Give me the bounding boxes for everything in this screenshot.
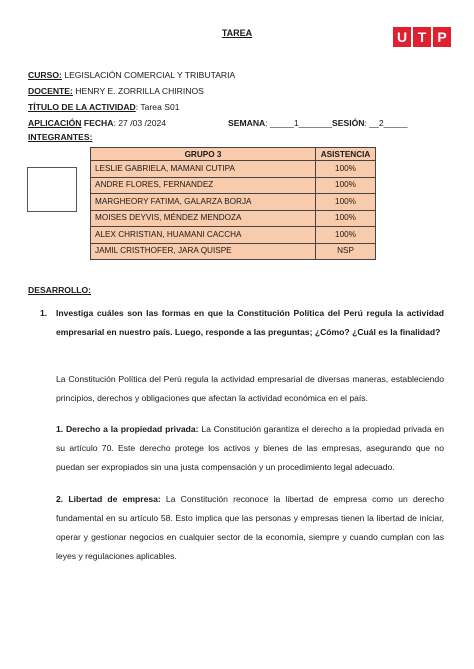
- logo-letter-u: U: [393, 27, 411, 47]
- fecha-label: FECHA: [81, 118, 114, 128]
- table-row: [91, 227, 376, 244]
- fecha-line: [28, 118, 166, 128]
- integrantes-label: INTEGRANTES:: [28, 132, 93, 142]
- table-row: [91, 161, 376, 178]
- member-name: LESLIE GABRIELA, MAMANI CUTIPA: [91, 161, 316, 178]
- member-attendance: NSP: [316, 243, 376, 260]
- point-1-paragraph: [56, 420, 444, 477]
- group-table: [90, 147, 376, 260]
- sesion-label: SESIÓN: [332, 118, 365, 128]
- table-row: [91, 177, 376, 194]
- member-name: ALEX CHRISTIAN, HUAMANI CACCHA: [91, 227, 316, 244]
- logo-letter-p: P: [433, 27, 451, 47]
- semana-value: : _____1_______: [265, 118, 333, 128]
- intro-paragraph: La Constitución Política del Perú regula la actividad empresarial de diversas maneras, estableciendo principios, derechos y obligaciones que afectan la actividad económica en el país.: [56, 374, 444, 403]
- page-title: TAREA: [221, 28, 253, 38]
- point-2-text: La Constitución reconoce la libertad de empresa como un derecho fundamental en su artículo 58. Esto implica que las personas y empresas tienen la libertad de iniciar, operar y gestionar negocios en cualquier sector de la economía, siempre y cuando cumplan con las leyes y regulaciones aplicables.: [56, 494, 445, 561]
- sesion-line: [332, 118, 408, 128]
- member-name: JAMIL CRISTHOFER, JARA QUISPE: [91, 243, 316, 260]
- curso-line: [28, 70, 235, 80]
- table-header-row: [91, 148, 376, 161]
- semana-label: SEMANA: [228, 118, 266, 128]
- titulo-label: TÍTULO DE LA ACTIVIDAD: [28, 102, 136, 112]
- member-attendance: 100%: [316, 227, 376, 244]
- curso-value: LEGISLACIÓN COMERCIAL Y TRIBUTARIA: [61, 70, 236, 80]
- semana-line: [228, 118, 332, 128]
- docente-label: DOCENTE:: [28, 86, 73, 96]
- member-attendance: 100%: [316, 210, 376, 227]
- member-name: MARGHEORY FATIMA, GALARZA BORJA: [91, 194, 316, 211]
- table-row: [91, 243, 376, 260]
- titulo-value: : Tarea S01: [135, 102, 180, 112]
- question-number: 1.: [40, 308, 48, 318]
- member-name: MOISES DEYVIS, MÉNDEZ MENDOZA: [91, 210, 316, 227]
- logo-letter-t: T: [413, 27, 431, 47]
- member-attendance: 100%: [316, 161, 376, 178]
- member-attendance: 100%: [316, 177, 376, 194]
- member-attendance: 100%: [316, 194, 376, 211]
- member-name: ANDRE FLORES, FERNANDEZ: [91, 177, 316, 194]
- sesion-value: : __2_____: [364, 118, 408, 128]
- curso-label: CURSO:: [28, 70, 62, 80]
- fecha-value: : 27 /03 /2024: [113, 118, 167, 128]
- titulo-line: [28, 102, 180, 112]
- point-1-text: La Constitución garantiza el derecho a la propiedad privada en su artículo 70. Este derecho protege los activos y bienes de las empresas, asegurando que no puedan ser expropiados sin una justa compensación y un procedimiento legal adecuado.: [56, 424, 444, 472]
- table-header-asistencia: ASISTENCIA: [316, 148, 376, 161]
- integrantes-line: [28, 132, 92, 142]
- docente-line: [28, 86, 204, 96]
- point-1-title: 1. Derecho a la propiedad privada:: [56, 424, 199, 434]
- table-row: [91, 210, 376, 227]
- table-row: [91, 194, 376, 211]
- utp-logo: [393, 27, 451, 47]
- section-title: DESARROLLO:: [28, 285, 92, 295]
- photo-box: [27, 167, 77, 212]
- table-header-grupo: GRUPO 3: [91, 148, 316, 161]
- point-2-paragraph: [56, 490, 444, 566]
- aplicacion-label: APLICACIÓN: [28, 118, 82, 128]
- docente-value: HENRY E. ZORRILLA CHIRINOS: [72, 86, 204, 96]
- point-2-title: 2. Libertad de empresa:: [56, 494, 161, 504]
- question-text: Investiga cuáles son las formas en que la Constitución Política del Perú regula la actividad empresarial en nuestro país. Luego, responde a las preguntas; ¿Cómo? ¿Cuál es la finalidad?: [56, 308, 444, 337]
